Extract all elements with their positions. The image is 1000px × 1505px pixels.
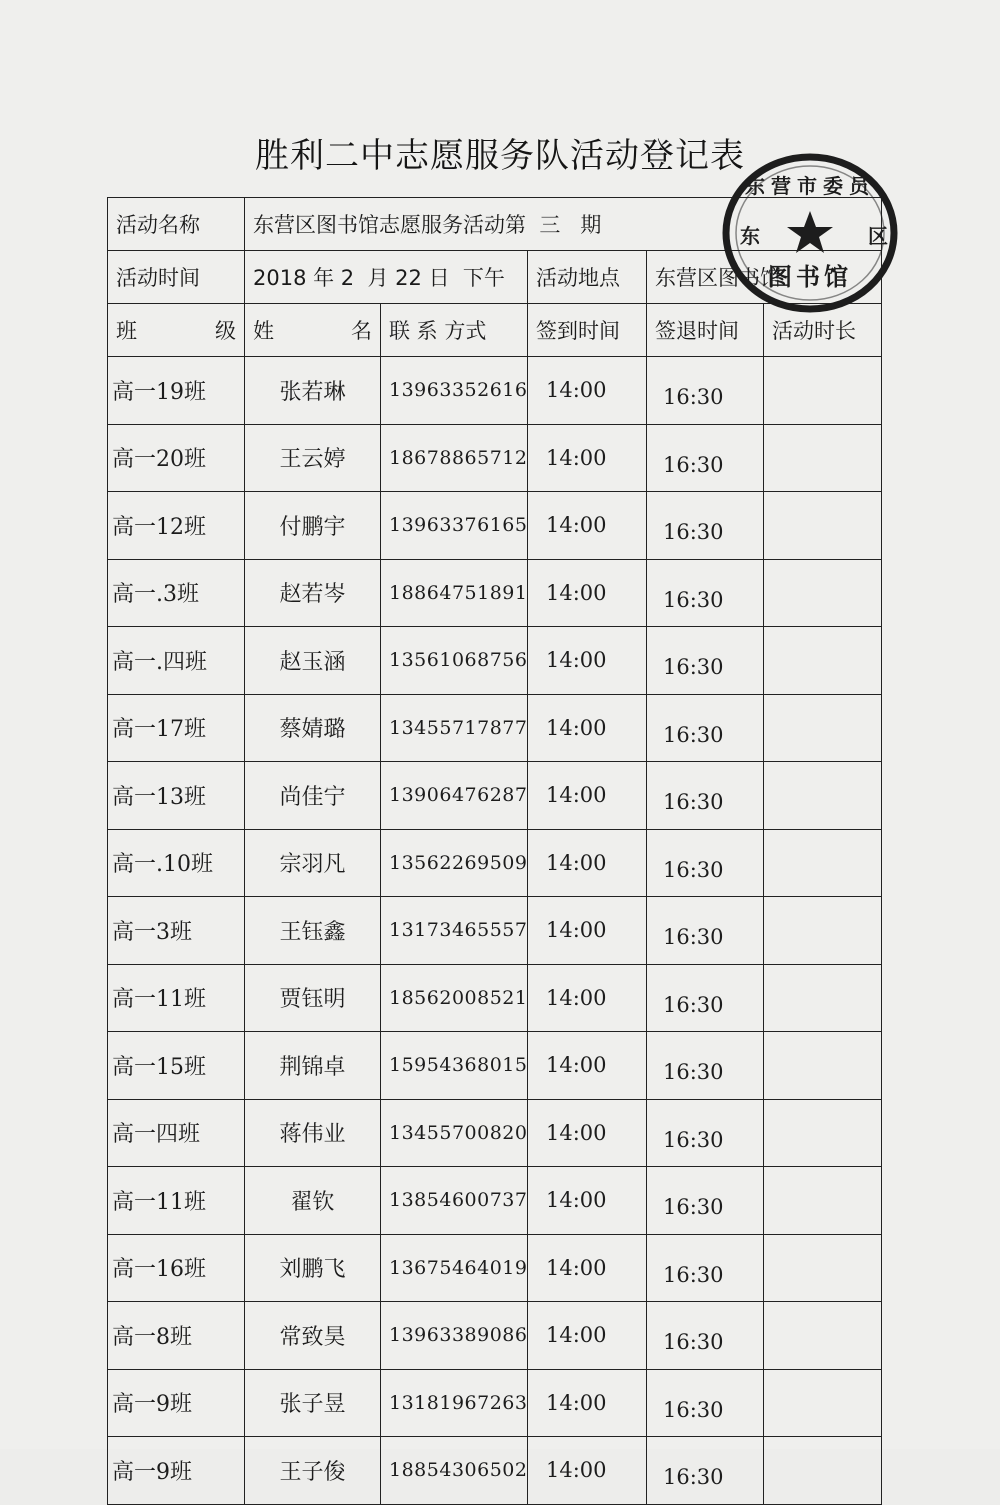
activity-time-label: 活动时间 <box>108 251 245 304</box>
name-cell: 蒋伟业 <box>245 1099 381 1167</box>
duration-cell <box>764 424 882 492</box>
phone-cell: 13455700820 <box>381 1099 528 1167</box>
name-cell: 赵若岑 <box>245 559 381 627</box>
class-cell: 高一16班 <box>108 1234 245 1302</box>
sign-in-cell: 14:00 <box>528 1167 647 1235</box>
sign-out-cell: 16:30 <box>647 1032 764 1100</box>
phone-cell: 18678865712 <box>381 424 528 492</box>
name-cell: 赵玉涵 <box>245 627 381 695</box>
sign-out-cell: 16:30 <box>647 492 764 560</box>
class-cell: 高一12班 <box>108 492 245 560</box>
col-header-sign-in: 签到时间 <box>528 304 647 357</box>
phone-cell: 13963352616 <box>381 357 528 425</box>
sign-out-cell: 16:30 <box>647 1437 764 1505</box>
sign-in-cell: 14:00 <box>528 1234 647 1302</box>
table-row <box>108 829 882 897</box>
activity-time-value: 2018 年 2 月 22 日 下午 <box>245 251 528 304</box>
class-cell: 高一19班 <box>108 357 245 425</box>
sign-out-cell: 16:30 <box>647 424 764 492</box>
name-cell: 张若琳 <box>245 357 381 425</box>
sign-in-cell: 14:00 <box>528 627 647 695</box>
sign-out-cell: 16:30 <box>647 964 764 1032</box>
sign-out-cell: 16:30 <box>647 1167 764 1235</box>
name-cell: 蔡婧璐 <box>245 694 381 762</box>
col-header-name-1: 姓 <box>253 319 274 343</box>
class-cell: 高一17班 <box>108 694 245 762</box>
activity-name-value: 东营区图书馆志愿服务活动第 三 期 <box>245 198 882 251</box>
sign-in-cell: 14:00 <box>528 964 647 1032</box>
duration-cell <box>764 1032 882 1100</box>
seal-text-top: 东营市委员 <box>745 174 875 198</box>
table-row <box>108 627 882 695</box>
phone-cell: 13173465557 <box>381 897 528 965</box>
class-cell: 高一15班 <box>108 1032 245 1100</box>
duration-cell <box>764 897 882 965</box>
sign-out-cell: 16:30 <box>647 1234 764 1302</box>
duration-cell <box>764 1437 882 1505</box>
sign-in-cell: 14:00 <box>528 1369 647 1437</box>
table-row <box>108 1369 882 1437</box>
phone-cell: 13963376165 <box>381 492 528 560</box>
duration-cell <box>764 627 882 695</box>
col-header-class-1: 班 <box>116 319 137 343</box>
col-header-name <box>245 304 381 357</box>
class-cell: 高一四班 <box>108 1099 245 1167</box>
sign-in-cell: 14:00 <box>528 1302 647 1370</box>
table-row <box>108 762 882 830</box>
table-row <box>108 492 882 560</box>
name-cell: 常致昊 <box>245 1302 381 1370</box>
name-cell: 宗羽凡 <box>245 829 381 897</box>
duration-cell <box>764 492 882 560</box>
col-header-name-2: 名 <box>351 319 372 343</box>
seal-text-bottom: 图书馆 <box>768 262 852 291</box>
seal-text-left: 东 <box>740 224 760 248</box>
sign-in-cell: 14:00 <box>528 1437 647 1505</box>
phone-cell: 13561068756 <box>381 627 528 695</box>
phone-cell: 13455717877 <box>381 694 528 762</box>
sign-out-cell: 16:30 <box>647 1302 764 1370</box>
phone-cell: 18854306502 <box>381 1437 528 1505</box>
name-cell: 荆锦卓 <box>245 1032 381 1100</box>
phone-cell: 18562008521 <box>381 964 528 1032</box>
table-row <box>108 1099 882 1167</box>
sign-out-cell: 16:30 <box>647 762 764 830</box>
col-header-contact: 联 系 方式 <box>381 304 528 357</box>
seal-text-right: 区 <box>868 224 888 248</box>
class-cell: 高一8班 <box>108 1302 245 1370</box>
name-cell: 尚佳宁 <box>245 762 381 830</box>
class-cell: 高一9班 <box>108 1437 245 1505</box>
duration-cell <box>764 1167 882 1235</box>
sign-out-cell: 16:30 <box>647 829 764 897</box>
sign-in-cell: 14:00 <box>528 424 647 492</box>
table-row <box>108 694 882 762</box>
phone-cell: 13181967263 <box>381 1369 528 1437</box>
class-cell: 高一.3班 <box>108 559 245 627</box>
sign-out-cell: 16:30 <box>647 627 764 695</box>
duration-cell <box>764 559 882 627</box>
class-cell: 高一20班 <box>108 424 245 492</box>
duration-cell <box>764 1302 882 1370</box>
phone-cell: 13963389086 <box>381 1302 528 1370</box>
sign-out-cell: 16:30 <box>647 1099 764 1167</box>
sign-in-cell: 14:00 <box>528 762 647 830</box>
table-row <box>108 357 882 425</box>
class-cell: 高一9班 <box>108 1369 245 1437</box>
duration-cell <box>764 1099 882 1167</box>
duration-cell <box>764 1369 882 1437</box>
col-header-duration: 活动时长 <box>764 304 882 357</box>
name-cell: 贾钰明 <box>245 964 381 1032</box>
activity-place-label: 活动地点 <box>528 251 647 304</box>
sign-in-cell: 14:00 <box>528 357 647 425</box>
sign-in-cell: 14:00 <box>528 559 647 627</box>
name-cell: 王钰鑫 <box>245 897 381 965</box>
duration-cell <box>764 1234 882 1302</box>
seal-star-icon <box>787 211 833 253</box>
col-header-class-2: 级 <box>215 319 236 343</box>
form-title: 胜利二中志愿服务队活动登记表 <box>255 136 745 176</box>
sign-in-cell: 14:00 <box>528 694 647 762</box>
activity-place-value: 东营区图书馆 <box>647 251 882 304</box>
duration-cell <box>764 829 882 897</box>
sign-in-cell: 14:00 <box>528 1032 647 1100</box>
name-cell: 王云婷 <box>245 424 381 492</box>
name-cell: 刘鹏飞 <box>245 1234 381 1302</box>
name-cell: 张子昱 <box>245 1369 381 1437</box>
table-row <box>108 559 882 627</box>
sign-out-cell: 16:30 <box>647 897 764 965</box>
phone-cell: 13562269509 <box>381 829 528 897</box>
table-row <box>108 1302 882 1370</box>
table-row <box>108 424 882 492</box>
name-cell: 王子俊 <box>245 1437 381 1505</box>
duration-cell <box>764 762 882 830</box>
sign-out-cell: 16:30 <box>647 559 764 627</box>
class-cell: 高一.四班 <box>108 627 245 695</box>
class-cell: 高一3班 <box>108 897 245 965</box>
table-row <box>108 1437 882 1505</box>
table-row <box>108 1032 882 1100</box>
sign-out-cell: 16:30 <box>647 694 764 762</box>
table-row <box>108 1234 882 1302</box>
official-seal <box>718 153 898 313</box>
class-cell: 高一13班 <box>108 762 245 830</box>
table-row <box>108 897 882 965</box>
sign-out-cell: 16:30 <box>647 357 764 425</box>
col-header-class <box>108 304 245 357</box>
sign-in-cell: 14:00 <box>528 829 647 897</box>
activity-name-label: 活动名称 <box>108 198 245 251</box>
registration-table <box>107 197 882 1505</box>
sign-in-cell: 14:00 <box>528 897 647 965</box>
table-row <box>108 964 882 1032</box>
sign-in-cell: 14:00 <box>528 492 647 560</box>
phone-cell: 15954368015 <box>381 1032 528 1100</box>
phone-cell: 13675464019 <box>381 1234 528 1302</box>
col-header-sign-out: 签退时间 <box>647 304 764 357</box>
class-cell: 高一11班 <box>108 964 245 1032</box>
class-cell: 高一11班 <box>108 1167 245 1235</box>
duration-cell <box>764 694 882 762</box>
duration-cell <box>764 357 882 425</box>
class-cell: 高一.10班 <box>108 829 245 897</box>
sign-out-cell: 16:30 <box>647 1369 764 1437</box>
name-cell: 付鹏宇 <box>245 492 381 560</box>
phone-cell: 18864751891 <box>381 559 528 627</box>
sign-in-cell: 14:00 <box>528 1099 647 1167</box>
name-cell: 翟钦 <box>245 1167 381 1235</box>
phone-cell: 13854600737 <box>381 1167 528 1235</box>
duration-cell <box>764 964 882 1032</box>
phone-cell: 13906476287 <box>381 762 528 830</box>
table-row <box>108 1167 882 1235</box>
